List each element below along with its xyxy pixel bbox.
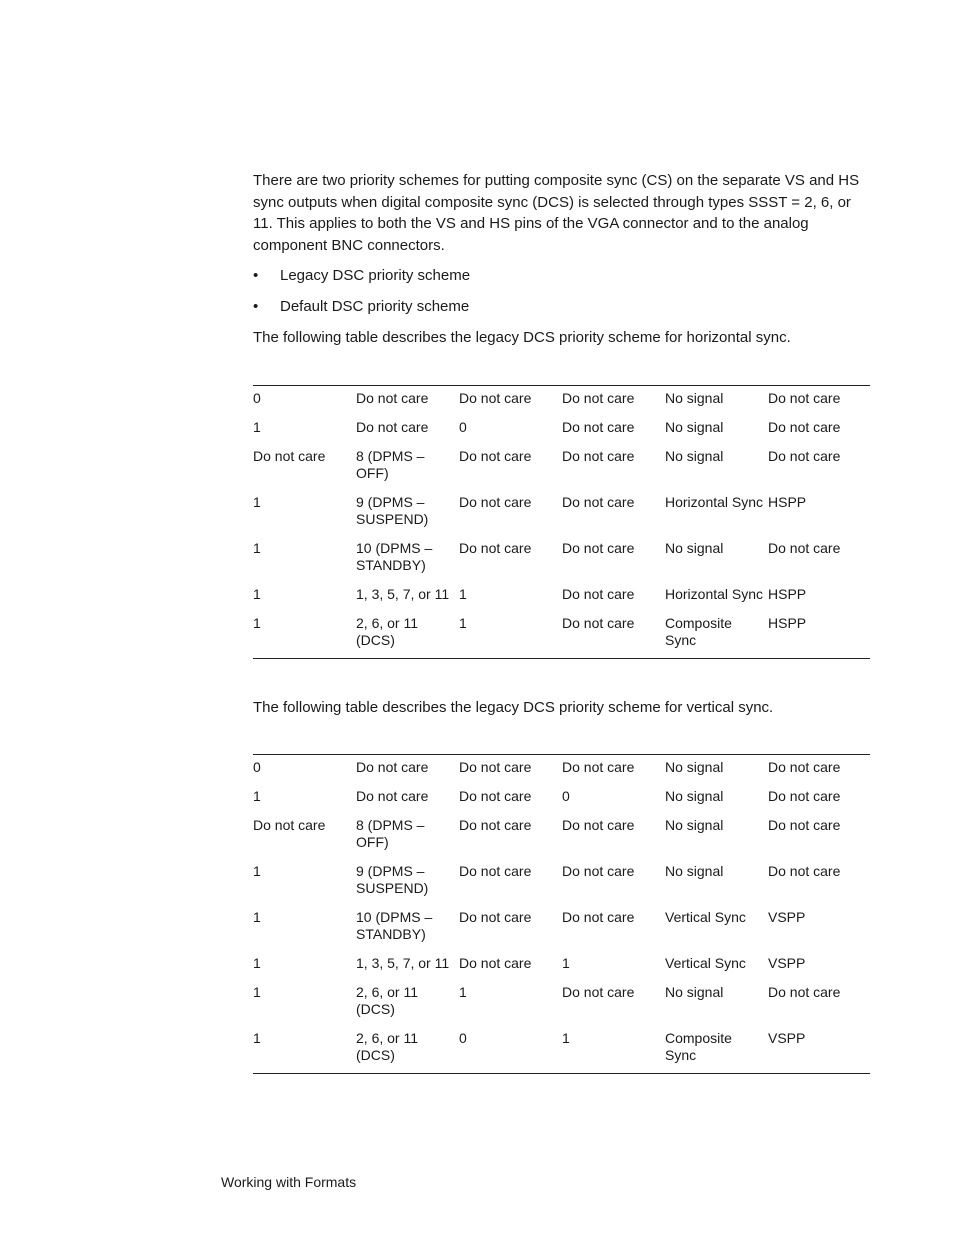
table-cell: 1 — [253, 615, 261, 631]
table-cell: Do not care — [459, 909, 532, 925]
table-cell: Do not care — [768, 863, 841, 879]
table-cell: No signal — [665, 419, 724, 435]
table-cell: Do not care — [562, 448, 635, 464]
table-cell: Do not care — [562, 909, 635, 925]
table-row — [253, 897, 870, 943]
table-cell: 0 — [459, 1030, 467, 1046]
table-cell: No signal — [665, 540, 724, 556]
table-cell: Do not care — [356, 419, 429, 435]
table-cell: Do not care — [768, 817, 841, 833]
table-cell: 1 — [253, 984, 261, 1000]
table-cell: VSPP — [768, 955, 806, 971]
table-cell: No signal — [665, 759, 724, 775]
bullet-text: Default DSC priority scheme — [280, 298, 470, 315]
table-cell: No signal — [665, 984, 724, 1000]
table-cell: Do not care — [562, 540, 635, 556]
horizontal-sync-table — [253, 385, 870, 659]
table-cell: Horizontal Sync — [665, 494, 764, 510]
table-cell: 1 — [562, 955, 570, 971]
table-cell: No signal — [665, 788, 724, 804]
table-row — [253, 943, 870, 972]
table-cell: Do not care — [768, 759, 841, 775]
table-cell: 1 — [253, 955, 261, 971]
table-row — [253, 805, 870, 851]
table-cell: Vertical Sync — [665, 909, 746, 925]
table-cell: 1, 3, 5, 7, or 11 — [356, 586, 450, 602]
table-caption-horizontal: The following table describes the legacy DCS priority scheme for horizontal sync. — [253, 329, 791, 346]
table-row — [253, 574, 870, 603]
table-cell: 1 — [459, 586, 467, 602]
table-cell: 1 — [253, 1030, 261, 1046]
table-cell: 0 — [459, 419, 467, 435]
table-cell: 2, 6, or 11 (DCS) — [356, 615, 419, 648]
table-cell: 10 (DPMS – STANDBY) — [356, 909, 433, 942]
table-cell: 1 — [253, 540, 261, 556]
table-cell: 2, 6, or 11 (DCS) — [356, 1030, 419, 1063]
table-cell: 1 — [562, 1030, 570, 1046]
table-cell: 9 (DPMS – SUSPEND) — [356, 863, 429, 896]
table-cell: Do not care — [768, 540, 841, 556]
table-cell: 1 — [253, 494, 261, 510]
table-row — [253, 528, 870, 574]
table-cell: Do not care — [459, 817, 532, 833]
intro-paragraph: There are two priority schemes for putting composite sync (CS) on the separate VS and HS sync outputs when digital composite sync (DCS) is selected through types SSST = 2, 6, or 11. This applies to both the VS and HS pins of the VGA connector and to the analog component BNC connectors. — [253, 172, 860, 254]
table-cell: Vertical Sync — [665, 955, 746, 971]
table-cell: Do not care — [562, 615, 635, 631]
table-cell: Do not care — [459, 448, 532, 464]
table-cell: 0 — [253, 759, 261, 775]
table-cell: Do not care — [459, 863, 532, 879]
bullet-dot: • — [253, 267, 259, 284]
table-cell: Do not care — [562, 863, 635, 879]
table-cell: Do not care — [562, 494, 635, 510]
table-cell: Do not care — [459, 390, 532, 406]
table-row — [253, 972, 870, 1018]
table-cell: 10 (DPMS – STANDBY) — [356, 540, 433, 573]
table-cell: Do not care — [768, 390, 841, 406]
table-cell: 1 — [459, 615, 467, 631]
table-cell: 1 — [253, 863, 261, 879]
table-cell: Composite Sync — [665, 1030, 732, 1063]
table-cell: HSPP — [768, 494, 807, 510]
table-cell: 1 — [253, 788, 261, 804]
table-cell: Do not care — [562, 984, 635, 1000]
table-cell: Do not care — [356, 390, 429, 406]
table-cell: No signal — [665, 390, 724, 406]
table-cell: Do not care — [459, 788, 532, 804]
table-cell: VSPP — [768, 1030, 806, 1046]
table-row — [253, 776, 870, 805]
table-cell: 1 — [253, 419, 261, 435]
table-cell: Do not care — [253, 817, 326, 833]
table-cell: Do not care — [768, 448, 841, 464]
table-cell: Do not care — [562, 419, 635, 435]
table-cell: Do not care — [768, 788, 841, 804]
table-cell: 1 — [459, 984, 467, 1000]
table-row — [253, 603, 870, 659]
table-cell: Do not care — [253, 448, 326, 464]
table-row — [253, 851, 870, 897]
table-cell: Do not care — [356, 759, 429, 775]
vertical-sync-table — [253, 754, 870, 1074]
table-cell: Do not care — [768, 419, 841, 435]
table-cell: Do not care — [459, 494, 532, 510]
table-cell: HSPP — [768, 615, 807, 631]
table-cell: No signal — [665, 448, 724, 464]
table-cell: 0 — [562, 788, 570, 804]
table-cell: 1 — [253, 909, 261, 925]
table-cell: 1 — [253, 586, 261, 602]
table-cell: Do not care — [562, 817, 635, 833]
table-cell: No signal — [665, 817, 724, 833]
table-cell: VSPP — [768, 909, 806, 925]
table-row — [253, 386, 870, 408]
table-cell: 8 (DPMS – OFF) — [356, 817, 425, 850]
table-cell: HSPP — [768, 586, 807, 602]
bullet-text: Legacy DSC priority scheme — [280, 267, 471, 284]
table-cell: Do not care — [356, 788, 429, 804]
table-cell: 0 — [253, 390, 261, 406]
table-cell: 9 (DPMS – SUSPEND) — [356, 494, 429, 527]
table-cell: Horizontal Sync — [665, 586, 764, 602]
table-cell: Do not care — [562, 390, 635, 406]
table-cell: Do not care — [562, 586, 635, 602]
table-row — [253, 482, 870, 528]
table-cell: No signal — [665, 863, 724, 879]
table-cell: 2, 6, or 11 (DCS) — [356, 984, 419, 1017]
table-row — [253, 436, 870, 482]
table-cell: Do not care — [459, 955, 532, 971]
table-row — [253, 1018, 870, 1074]
table-cell: Composite Sync — [665, 615, 732, 648]
table-row — [253, 755, 870, 777]
bullet-dot: • — [253, 298, 259, 315]
table-cell: Do not care — [768, 984, 841, 1000]
table-cell: Do not care — [459, 759, 532, 775]
table-cell: Do not care — [459, 540, 532, 556]
table-cell: 8 (DPMS – OFF) — [356, 448, 425, 481]
page-footer: Working with Formats — [221, 1174, 357, 1190]
table-cell: Do not care — [562, 759, 635, 775]
table-cell: 1, 3, 5, 7, or 11 — [356, 955, 450, 971]
table-row — [253, 407, 870, 436]
table-caption-vertical: The following table describes the legacy DCS priority scheme for vertical sync. — [253, 699, 774, 716]
